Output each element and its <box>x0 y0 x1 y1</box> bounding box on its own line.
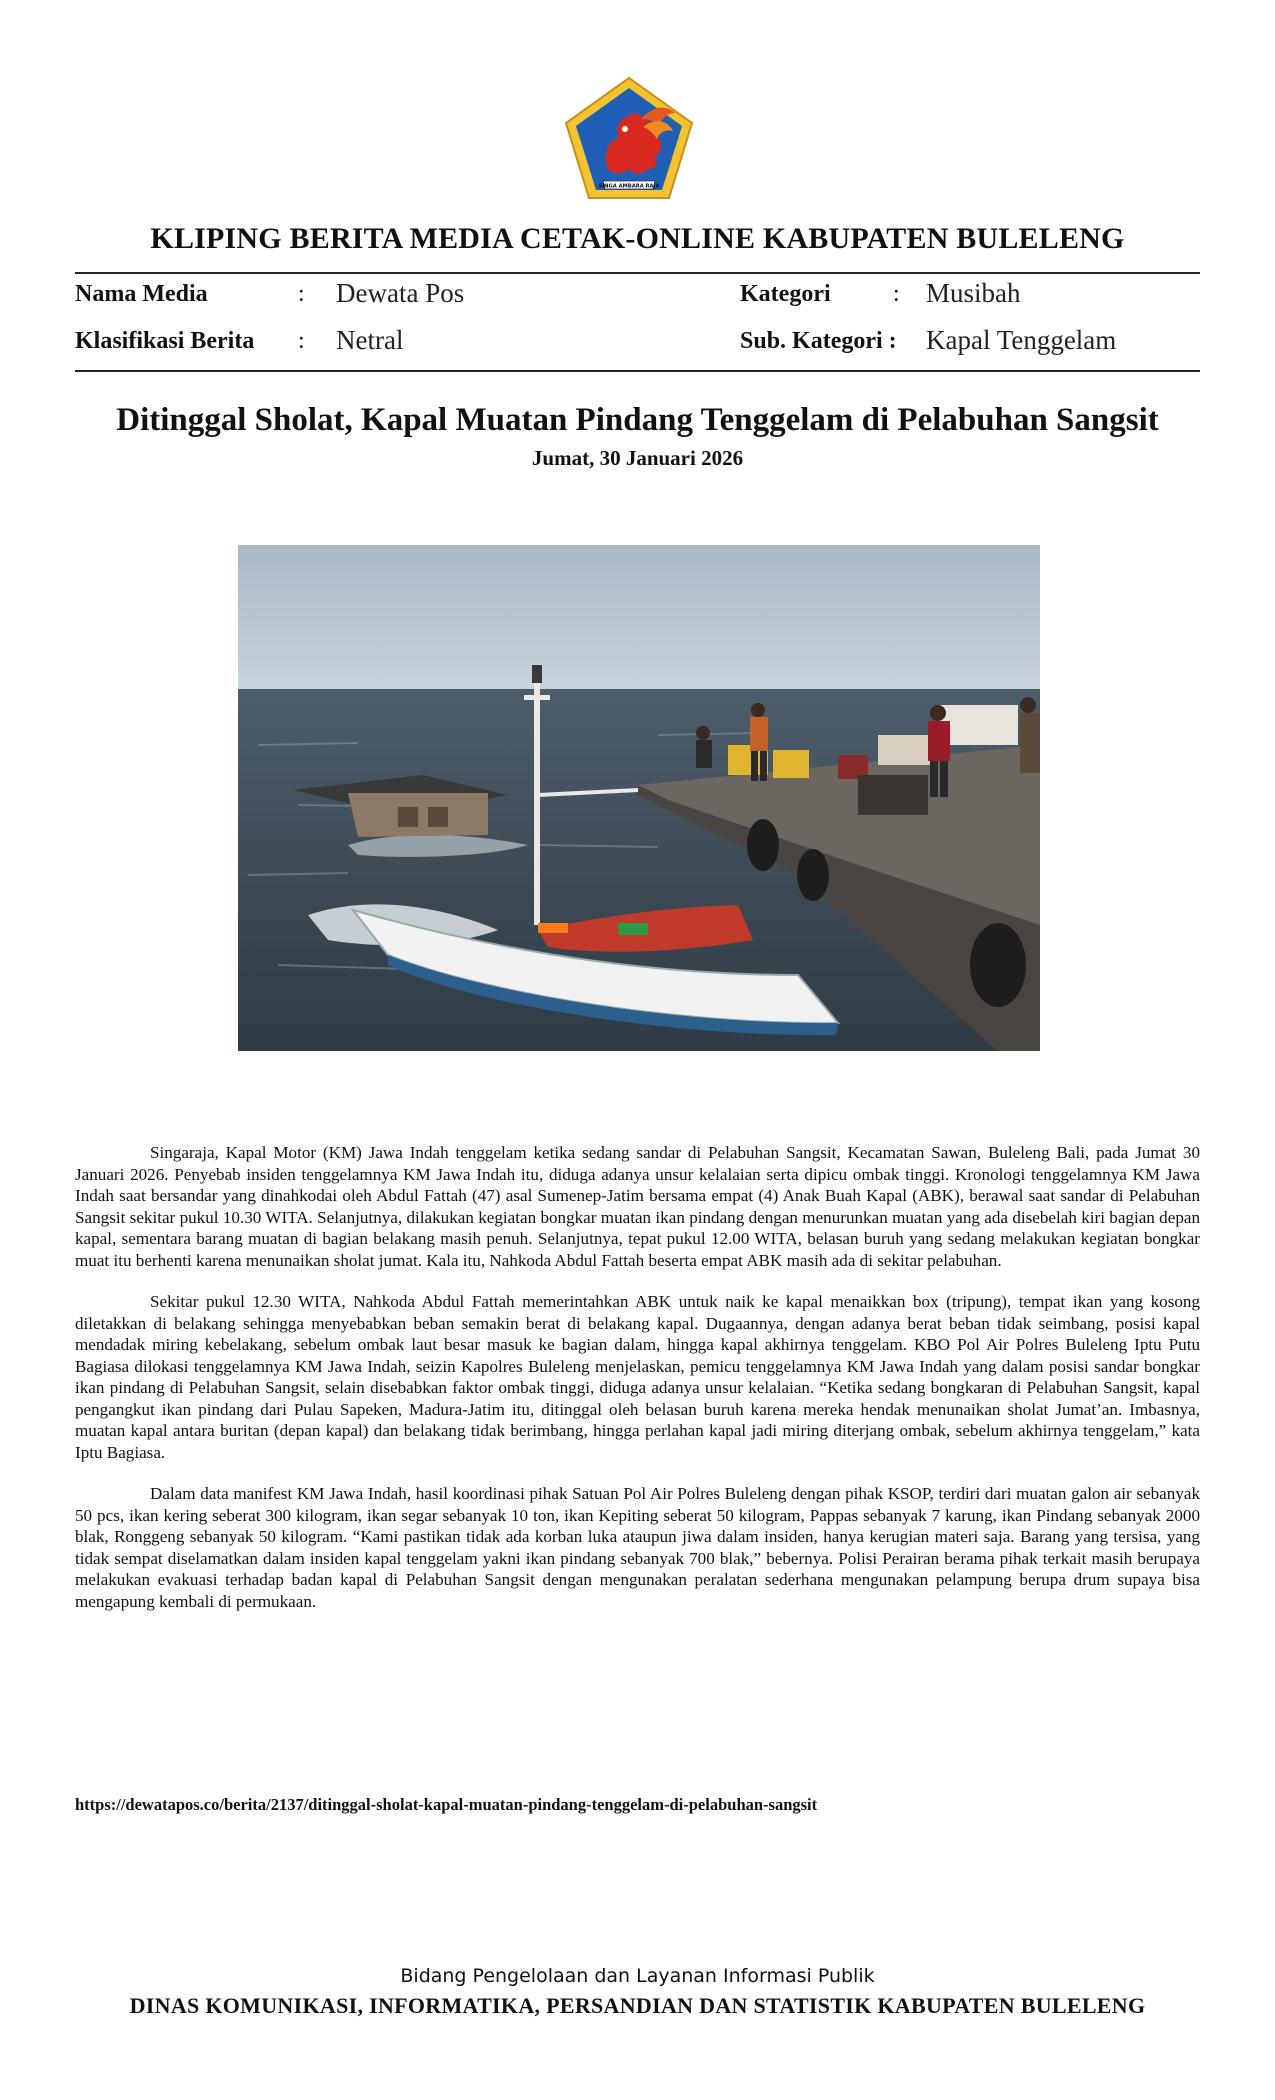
article-paragraph-2: Sekitar pukul 12.30 WITA, Nahkoda Abdul Fattah memerintahkan ABK untuk naik ke kapal menaikkan box (tripung), tempat ikan yang kosong diletakkan di belakang sehingga menyebabkan beban semakin berat di belakang kapal. Dugaannya, dengan adanya berat beban tidak seimbang, posisi kapal mendadak miring kebelakang, sebelum ombak laut besar masuk ke bagian dalam, hingga kapal akhirnya tenggelam. KBO Pol Air Polres Buleleng Iptu Putu Bagiasa dilokasi tenggelamnya KM Jawa Indah, seizin Kapolres Buleleng menjelaskan, pemicu tenggelamnya KM Jawa Indah yang dalam posisi sandar bongkar ikan pindang di Pelabuhan Sangsit, selain disebabkan faktor ombak tinggi, diduga adanya unsur kelalaian. “Ketika sedang bongkaran di Pelabuhan Sangsit, kapal pengangkut ikan pindang dari Pulau Sapeken, Madura-Jatim itu, ditinggal oleh belasan buruh karena mereka hendak menunaikan sholat Jumat’an. Imbasnya, muatan kapal antara buritan (depan kapal) dan belakang tidak berimbang, hingga perlahan kapal jadi miring diterjang ombak, sebelum akhirnya tenggelam,” kata Iptu Bagiasa. <box>75 1292 1200 1462</box>
svg-text:SINGA AMBARA RAJA: SINGA AMBARA RAJA <box>598 183 660 190</box>
article-headline: Ditinggal Sholat, Kapal Muatan Pindang Tenggelam di Pelabuhan Sangsit <box>116 402 1159 438</box>
media-colon: : <box>298 281 305 307</box>
footer-division: Bidang Pengelolaan dan Layanan Informasi Publik <box>400 1965 875 1987</box>
news-photo <box>238 545 1040 1051</box>
kategori-label: Kategori <box>740 281 831 307</box>
subkategori-label: Sub. Kategori : <box>740 328 897 354</box>
header-bottom-rule <box>75 370 1200 372</box>
media-label: Nama Media <box>75 281 208 307</box>
klasifikasi-label: Klasifikasi Berita <box>75 328 255 354</box>
media-value: Dewata Pos <box>336 278 465 308</box>
document-title: KLIPING BERITA MEDIA CETAK-ONLINE KABUPATEN BULELENG <box>150 222 1125 255</box>
kategori-colon: : <box>893 281 900 307</box>
article-paragraph-1: Singaraja, Kapal Motor (KM) Jawa Indah tenggelam ketika sedang sandar di Pelabuhan Sangsit, Kecamatan Sawan, Buleleng Bali, pada Jumat 30 Januari 2026. Penyebab insiden tenggelamnya KM Jawa Indah itu, diduga adanya unsur kelalaian serta dipicu ombak tinggi. Kronologi tenggelamnya KM Jawa Indah saat bersandar yang dinahkodai oleh Abdul Fattah (47) asal Sumenep-Jatim bersama empat (4) Anak Buah Kapal (ABK), berawal saat sandar di Pelabuhan Sangsit sekitar pukul 10.30 WITA. Selanjutnya, dilakukan kegiatan bongkar muatan ikan pindang dengan menurunkan muatan yang ada disebelah kiri bagian depan kapal, sementara barang muatan di bagian belakang masih penuh. Selanjutnya, tepat pukul 12.00 WITA, belasan buruh yang sedang melakukan kegiatan bongkar muat itu berhenti karena menunaikan sholat jumat. Kala itu, Nahkoda Abdul Fattah beserta empat ABK masih ada di sekitar pelabuhan. <box>75 1143 1200 1270</box>
kategori-value: Musibah <box>926 278 1021 308</box>
source-url-link[interactable]: https://dewatapos.co/berita/2137/ditinggal-sholat-kapal-muatan-pindang-tenggelam-di-pelabuhan-sangsit <box>75 1795 818 1814</box>
article-body <box>75 1142 1200 1632</box>
subkategori-value: Kapal Tenggelam <box>926 325 1117 355</box>
article-paragraph-3: Dalam data manifest KM Jawa Indah, hasil koordinasi pihak Satuan Pol Air Polres Buleleng dengan pihak KSOP, terdiri dari muatan galon air sebanyak 50 pcs, ikan kering seberat 300 kilogram, ikan segar sebanyak 10 ton, ikan Kepiting seberat 50 kilogram, Pappas sebanyak 7 karung, ikan Pindang sebanyak 2000 blak, Ronggeng sebanyak 50 kilogram. “Kami pastikan tidak ada korban luka ataupun jiwa dalam insiden, hanya kerugian materi saja. Barang yang tersisa, yang tidak sempat diselamatkan dalam insiden kapal tenggelam yakni ikan pindang sebanyak 700 blak,” bebernya. Polisi Perairan berama pihak terkait masih berupaya melakukan evakuasi terhadap badan kapal di Pelabuhan Sangsit dengan mengunakan peralatan sederhana mengunakan pelampung berupa drum supaya bisa mengapung kembali di permukaan. <box>75 1484 1200 1611</box>
buleleng-crest-logo <box>563 75 695 201</box>
klasifikasi-colon: : <box>298 328 305 354</box>
article-date: Jumat, 30 Januari 2026 <box>531 446 744 470</box>
footer-agency: DINAS KOMUNIKASI, INFORMATIKA, PERSANDIAN DAN STATISTIK KABUPATEN BULELENG <box>129 1993 1146 2018</box>
klasifikasi-value: Netral <box>336 325 404 355</box>
header-top-rule <box>75 272 1200 274</box>
